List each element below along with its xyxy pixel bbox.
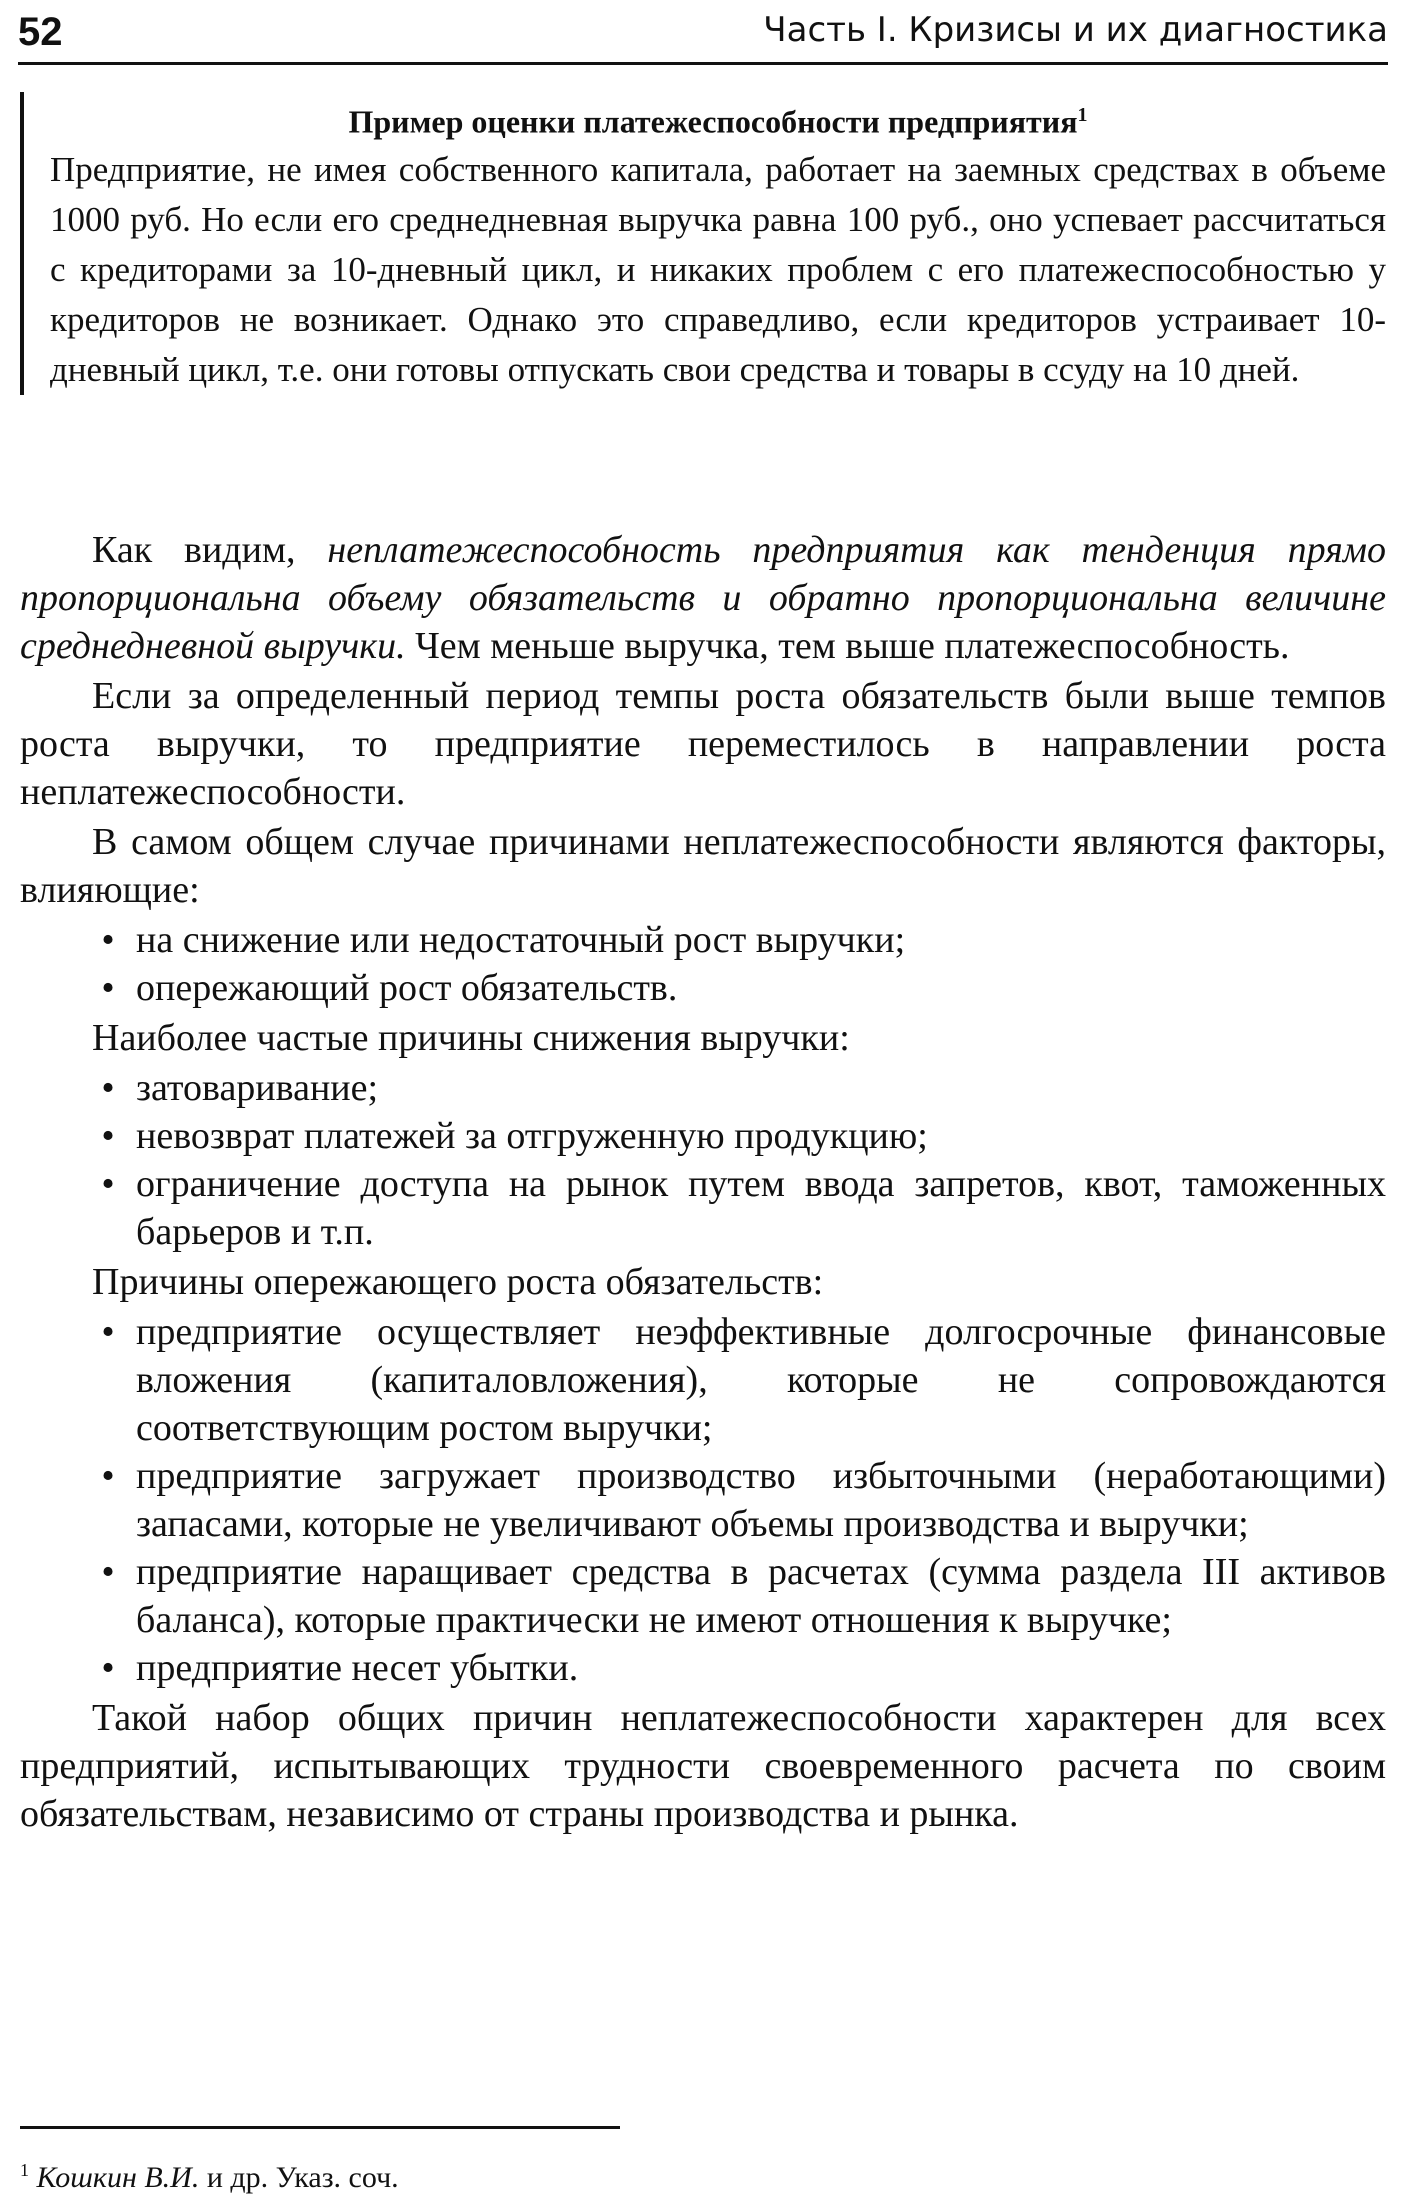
example-title-text: Пример оценки платежеспособности предприятия (348, 103, 1078, 140)
footnote-ref: 1 (1077, 104, 1088, 126)
paragraph-conclusion-emphasis: неплатежеспособность предприятия как тенденция прямо пропорциональна объему обязательств и обратно пропорциональна величине среднедневной выручки. (20, 529, 1387, 667)
paragraph-conclusion-end: Чем меньше выручка, тем выше платежеспособность. (405, 625, 1290, 667)
list-item (20, 1112, 1386, 1160)
bullet-icon: • (101, 967, 115, 1009)
bullet-icon: • (101, 1647, 115, 1689)
paragraph-final: Такой набор общих причин неплатежеспособности характерен для всех предприятий, испытывающих трудности своевременного расчета по своим обязательствам, независимо от страны производства и рынка. (20, 1697, 1386, 1835)
paragraph-causes: В самом общем случае причинами неплатежеспособности являются факторы, влияющие: (20, 821, 1386, 911)
list-item-text: на снижение или недостаточный рост выручки; (136, 919, 906, 961)
example-text: Предприятие, не имея собственного капитала, работает на заемных средствах в объеме 1000 руб. Но если его среднедневная выручка равна 100 руб., оно успевает рассчитаться с кредиторами за 10-дневный цикл, и никаких проблем с его платежеспособностью у кредиторов не возникает. Однако это справедливо, если кредиторов устраивает 10-дневный цикл, т.е. они готовы отпускать свои средства и товары в ссуду на 10 дней. (50, 149, 1386, 389)
bullet-icon: • (101, 919, 115, 961)
main-text (20, 526, 1386, 1838)
bullet-icon: • (101, 1067, 115, 1109)
list-item (20, 1548, 1386, 1644)
footnote-rest: и др. Указ. соч. (199, 2161, 399, 2194)
page-number: 52 (18, 10, 63, 54)
revenue-causes-lead: Наиболее частые причины снижения выручки: (92, 1017, 850, 1059)
footnote-mark: 1 (20, 2160, 29, 2180)
list-item-text: затоваривание; (136, 1067, 379, 1109)
list-item (20, 964, 1386, 1012)
footnote-author: Кошкин В.И. (36, 2161, 200, 2194)
liabilities-causes-lead: Причины опережающего роста обязательств: (92, 1261, 824, 1303)
liabilities-causes-list (20, 1308, 1386, 1692)
list-item-text: опережающий рост обязательств. (136, 967, 678, 1009)
list-item-text: ограничение доступа на рынок путем ввода запретов, квот, таможенных барьеров и т.п. (136, 1163, 1386, 1253)
example-box (20, 92, 1386, 395)
list-item (20, 1160, 1386, 1256)
bullet-icon: • (101, 1455, 115, 1497)
revenue-causes-list (20, 1064, 1386, 1256)
list-item (20, 1308, 1386, 1452)
footnote (20, 2150, 399, 2198)
bullet-icon: • (101, 1163, 115, 1205)
list-item (20, 1064, 1386, 1112)
bullet-icon: • (101, 1311, 115, 1353)
running-title: Часть I. Кризисы и их диагностика (763, 10, 1388, 50)
page-header (18, 6, 1388, 65)
list-item-text: предприятие несет убытки. (136, 1647, 579, 1689)
example-title (50, 92, 1386, 145)
paragraph-conclusion (20, 526, 1386, 670)
list-item-text: предприятие загружает производство избыточными (неработающими) запасами, которые не увеличивают объемы производства и выручки; (136, 1455, 1386, 1545)
paragraph-growth-rates: Если за определенный период темпы роста обязательств были выше темпов роста выручки, то предприятие переместилось в направлении роста неплатежеспособности. (20, 675, 1386, 813)
list-item (20, 916, 1386, 964)
bullet-icon: • (101, 1115, 115, 1157)
bullet-icon: • (101, 1551, 115, 1593)
paragraph-conclusion-start: Как видим, (92, 529, 328, 571)
list-item (20, 1644, 1386, 1692)
list-item-text: предприятие наращивает средства в расчетах (сумма раздела III активов баланса), которые практически не имеют отношения к выручке; (136, 1551, 1386, 1641)
list-item-text: предприятие осуществляет неэффективные долгосрочные финансовые вложения (капиталовложения), которые не сопровождаются соответствующим ростом выручки; (136, 1311, 1386, 1449)
factors-list (20, 916, 1386, 1012)
list-item (20, 1452, 1386, 1548)
list-item-text: невозврат платежей за отгруженную продукцию; (136, 1115, 928, 1157)
footnote-divider (20, 2126, 620, 2129)
